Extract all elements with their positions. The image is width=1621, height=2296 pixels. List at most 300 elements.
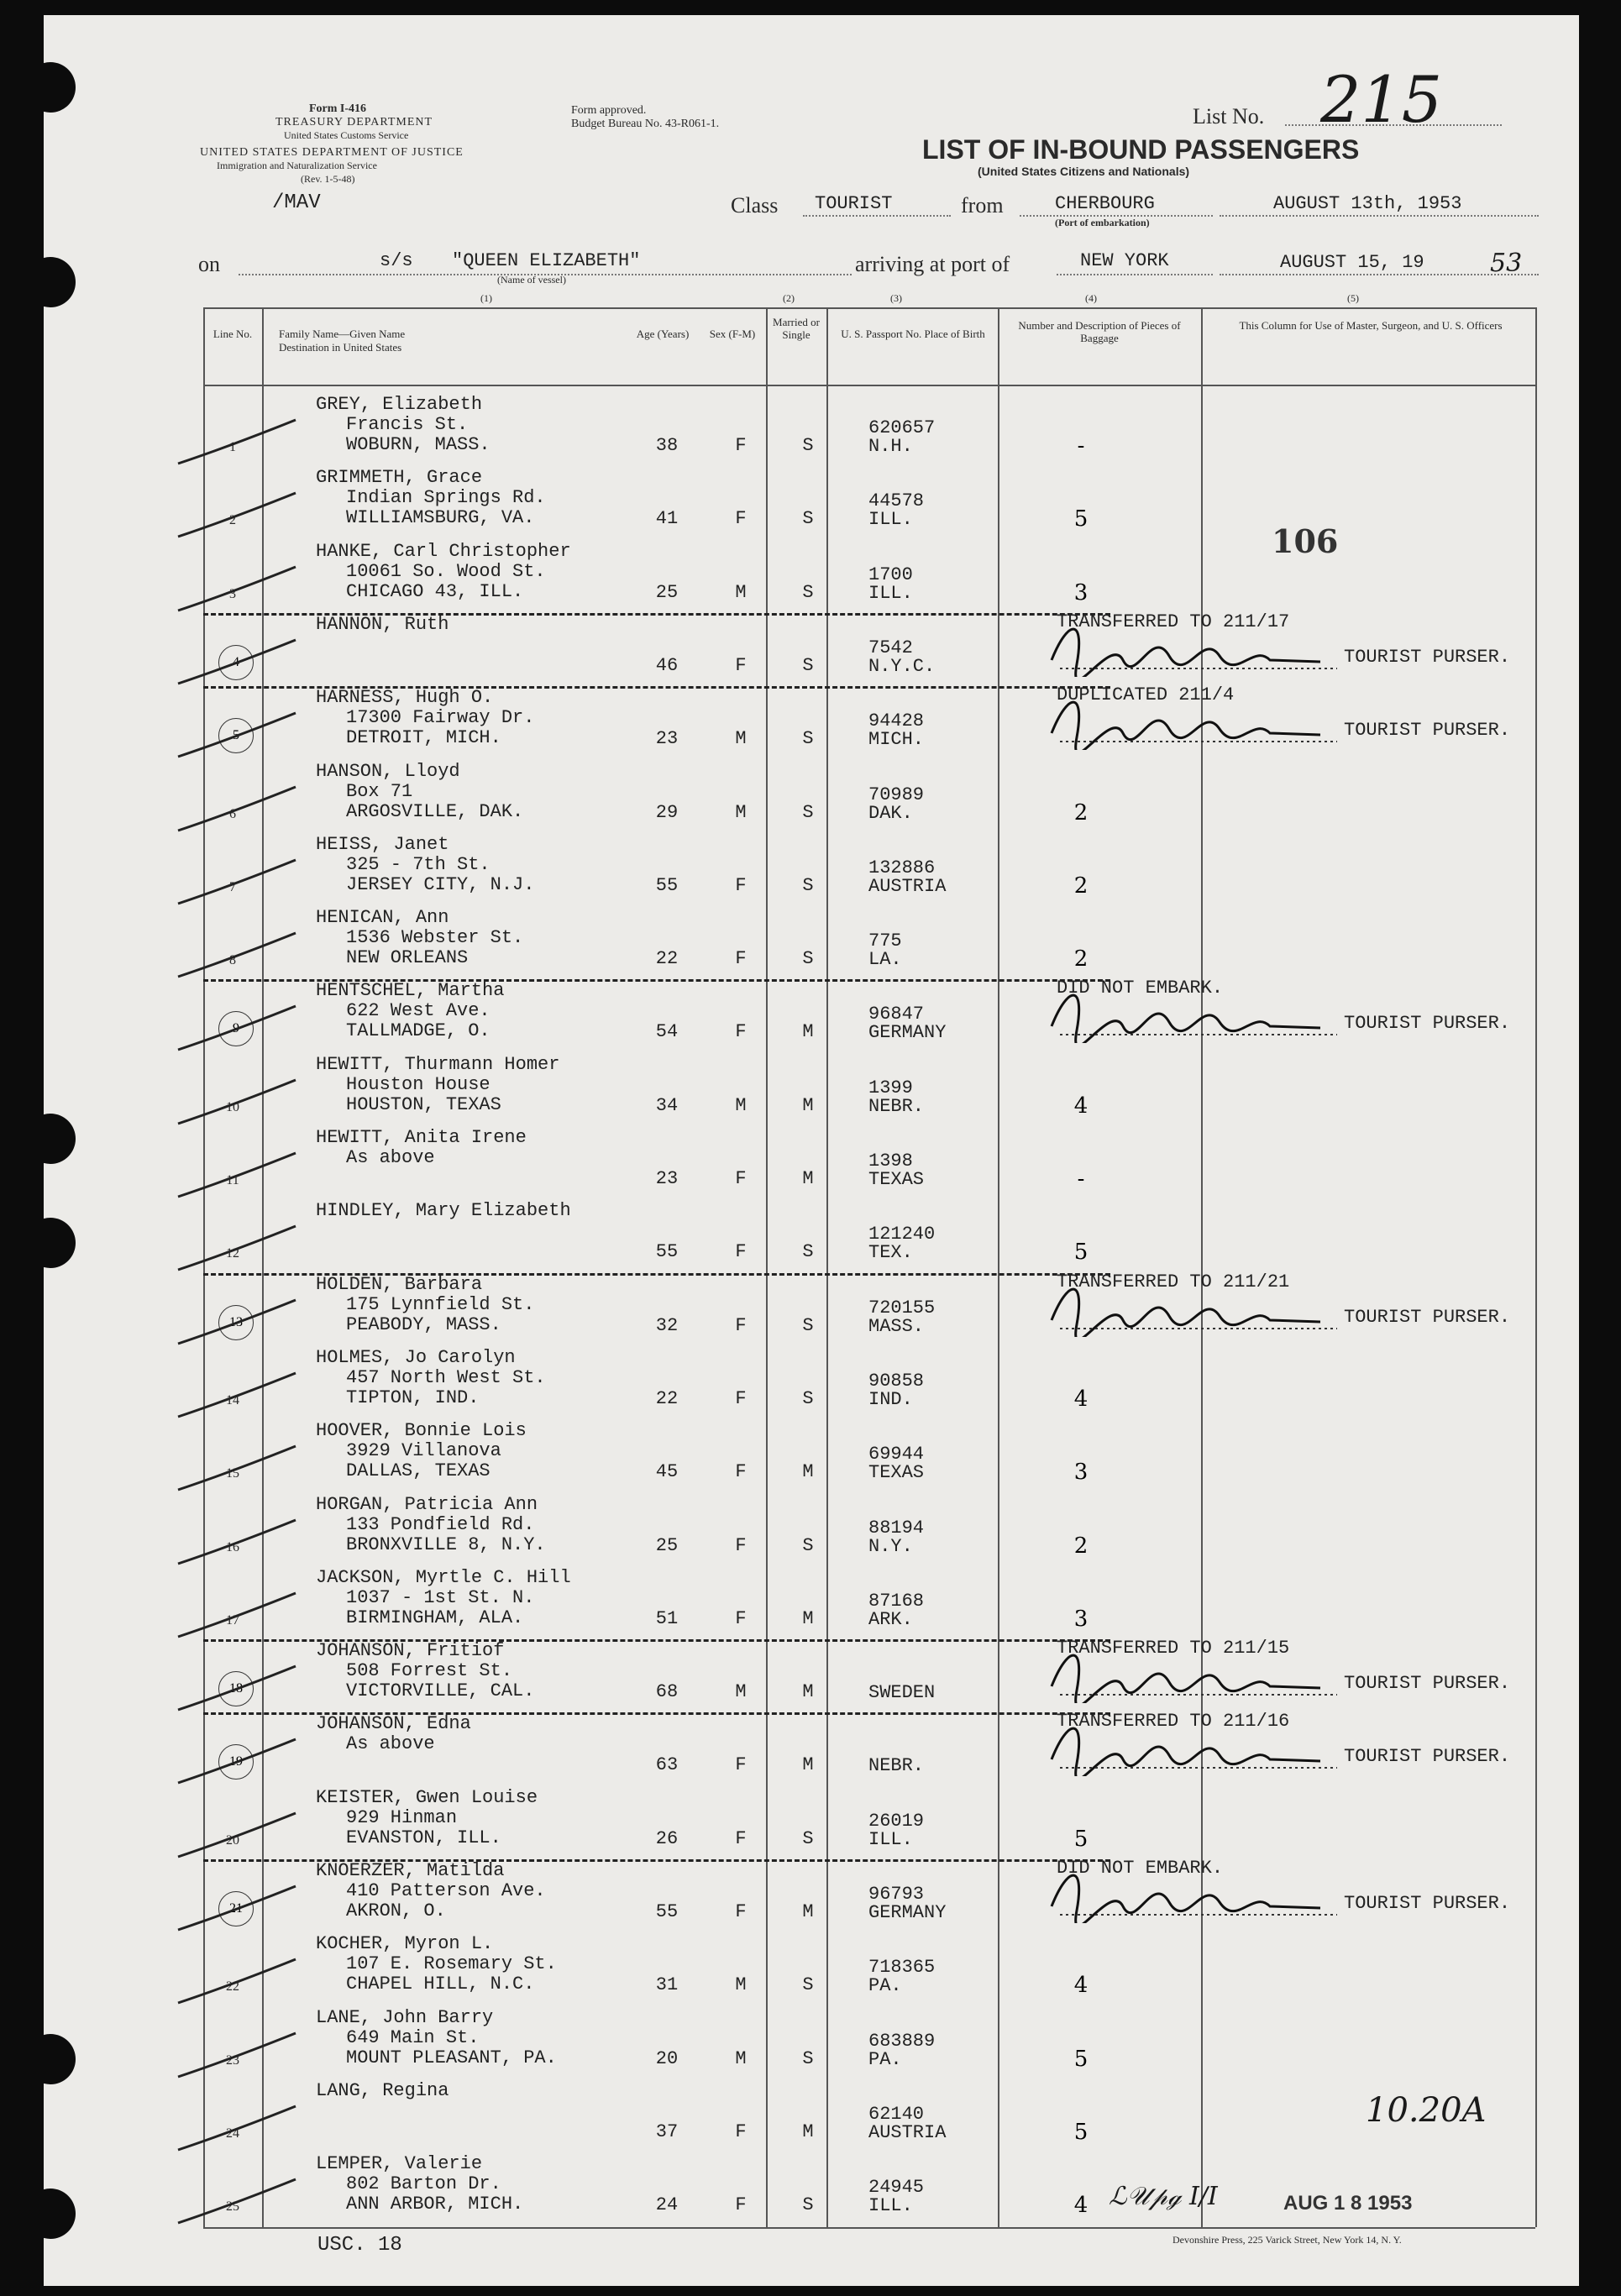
marital-status: S	[802, 581, 814, 603]
street-address: 508 Forrest St.	[346, 1660, 513, 1682]
binder-hole	[44, 1114, 76, 1164]
place-of-birth: ILL.	[868, 509, 913, 531]
age: 20	[655, 2047, 679, 2069]
col-number-2: (2)	[783, 292, 795, 304]
place-of-birth: NEBR.	[868, 1095, 925, 1117]
passport-number: 87168	[868, 1590, 925, 1612]
destination-city: DALLAS, TEXAS	[346, 1460, 490, 1482]
destination-city: HOUSTON, TEXAS	[346, 1093, 501, 1115]
marital-status: S	[802, 1387, 814, 1409]
passport-number: 620657	[868, 417, 936, 438]
passport-number: 718365	[868, 1957, 936, 1979]
destination-city: BRONXVILLE 8, N.Y.	[346, 1533, 546, 1555]
passport-number: 121240	[868, 1224, 936, 1245]
sex: M	[735, 1094, 747, 1116]
age: 68	[655, 1681, 679, 1703]
table-row	[203, 976, 1535, 1049]
passenger-name: HANSON, Lloyd	[316, 760, 460, 782]
col-header-officers: This Column for Use of Master, Surgeon, and U. S. Officers	[1239, 319, 1503, 332]
line-number: 10	[226, 1099, 239, 1114]
table-row	[203, 2076, 1535, 2149]
destination-city: VICTORVILLE, CAL.	[346, 1680, 535, 1702]
printer-credit: Devonshire Press, 225 Varick Street, New York 14, N. Y.	[1172, 2234, 1402, 2246]
street-address: 929 Hinman	[346, 1806, 458, 1828]
sex: F	[735, 435, 747, 456]
ship-name: "QUEEN ELIZABETH"	[452, 250, 641, 271]
age: 55	[655, 874, 679, 896]
destination-city: EVANSTON, ILL.	[346, 1827, 501, 1848]
passport-number: 96847	[868, 1004, 925, 1025]
passport-number: 90858	[868, 1370, 925, 1392]
marital-status: S	[802, 435, 814, 456]
table-row	[203, 1270, 1535, 1343]
passenger-name: HORGAN, Patricia Ann	[316, 1493, 538, 1515]
marital-status: S	[802, 1314, 814, 1336]
passport-number: 132886	[868, 857, 936, 878]
col-header-age: Age (Years)	[636, 328, 690, 340]
age: 63	[655, 1754, 679, 1776]
manifest-page	[44, 15, 1579, 2286]
passport-number: 94428	[868, 710, 925, 732]
passenger-name: KOCHER, Myron L.	[316, 1933, 494, 1955]
baggage-count: 5	[1073, 2046, 1089, 2072]
line-number: 2	[229, 513, 236, 528]
street-address: 325 - 7th St.	[346, 853, 490, 875]
line-number-circled: 5	[218, 718, 254, 753]
place-of-birth: N.Y.	[868, 1535, 913, 1557]
place-of-birth: TEXAS	[868, 1169, 925, 1190]
baggage-count: 3	[1073, 579, 1089, 605]
passport-number: 1398	[868, 1151, 913, 1172]
street-address: 175 Lynnfield St.	[346, 1293, 535, 1315]
table-row	[203, 757, 1535, 830]
passenger-name: JACKSON, Myrtle C. Hill	[316, 1566, 571, 1588]
street-address: 622 West Ave.	[346, 1000, 490, 1022]
passenger-name: HEISS, Janet	[316, 833, 449, 855]
place-of-birth: ILL.	[868, 1828, 913, 1850]
marital-status: M	[802, 1681, 814, 1703]
passenger-name: LANG, Regina	[316, 2079, 449, 2101]
passenger-name: HINDLEY, Mary Elizabeth	[316, 1200, 571, 1222]
passenger-name: HANKE, Carl Christopher	[316, 540, 571, 562]
line-number: 6	[229, 806, 236, 821]
table-row	[203, 1709, 1535, 1782]
place-of-birth: AUSTRIA	[868, 875, 947, 897]
passenger-name: GREY, Elizabeth	[316, 394, 483, 415]
line-number: 7	[229, 879, 236, 894]
page-title: LIST OF IN-BOUND PASSENGERS	[922, 134, 1360, 165]
sex: F	[735, 1607, 747, 1629]
baggage-count: 5	[1073, 1240, 1089, 1266]
strike-separator	[203, 613, 1110, 616]
passenger-name: LEMPER, Valerie	[316, 2153, 483, 2175]
treasury-department: TREASURY DEPARTMENT	[275, 116, 433, 128]
time-note: 10.20A	[1366, 2091, 1487, 2130]
table-row	[203, 2003, 1535, 2076]
from-label: from	[961, 193, 1004, 218]
baggage-count: -	[1077, 1166, 1085, 1192]
baggage-count: 5	[1073, 2119, 1089, 2145]
place-of-birth: ILL.	[868, 582, 913, 604]
passenger-name: HENICAN, Ann	[316, 907, 449, 929]
form-approved: Form approved.	[571, 104, 647, 117]
destination-city: BIRMINGHAM, ALA.	[346, 1607, 524, 1628]
sex: M	[735, 2047, 747, 2069]
age: 26	[655, 1827, 679, 1849]
line-number: 17	[226, 1612, 239, 1628]
sex: M	[735, 1974, 747, 1996]
sex: F	[735, 1827, 747, 1849]
place-of-birth: MASS.	[868, 1315, 925, 1337]
place-of-birth: GERMANY	[868, 1902, 947, 1923]
line-number: 15	[226, 1466, 239, 1481]
baggage-count: 4	[1073, 2193, 1089, 2219]
street-address: 1037 - 1st St. N.	[346, 1586, 535, 1608]
purser-signature-label: TOURIST PURSER.	[1344, 1746, 1511, 1768]
purser-signature-label: TOURIST PURSER.	[1344, 1306, 1511, 1328]
date-stamp: AUG 1 8 1953	[1283, 2192, 1413, 2215]
line-number: 1	[229, 440, 236, 454]
officer-note: DID NOT EMBARK.	[1057, 1858, 1224, 1879]
place-of-birth: TEX.	[868, 1242, 913, 1264]
binder-hole	[44, 257, 76, 307]
passport-number: 7542	[868, 637, 913, 658]
sex: F	[735, 1168, 747, 1189]
table-row	[203, 1856, 1535, 1929]
sex: F	[735, 1314, 747, 1336]
street-address: 133 Pondfield Rd.	[346, 1513, 535, 1535]
col-number-1: (1)	[480, 292, 492, 304]
age: 31	[655, 1974, 679, 1996]
line-number-circled: 4	[218, 645, 254, 680]
street-address: 3929 Villanova	[346, 1440, 501, 1462]
binder-hole	[44, 2189, 76, 2239]
place-of-birth: N.Y.C.	[868, 655, 936, 677]
passenger-name: LANE, John Barry	[316, 2006, 494, 2028]
handwritten-initials: ℒ𝒰𝓅ℊ 𝐼/𝐼	[1109, 2182, 1218, 2211]
ins-service: Immigration and Naturalization Service	[217, 160, 377, 171]
destination-city: TIPTON, IND.	[346, 1387, 480, 1408]
passport-number: 96793	[868, 1884, 925, 1905]
line-number: 11	[226, 1173, 239, 1187]
age: 25	[655, 1534, 679, 1556]
destination-city: JERSEY CITY, N.J.	[346, 873, 535, 895]
table-row	[203, 1563, 1535, 1636]
marital-status: S	[802, 1974, 814, 1996]
handwritten-signature	[1043, 1717, 1379, 1776]
age: 46	[655, 654, 679, 676]
age: 37	[655, 2120, 679, 2142]
place-of-birth: GERMANY	[868, 1022, 947, 1044]
col-number-3: (3)	[890, 292, 902, 304]
table-row	[203, 1050, 1535, 1123]
age: 34	[655, 1094, 679, 1116]
place-of-birth: TEXAS	[868, 1462, 925, 1484]
passenger-name: HANNON, Ruth	[316, 613, 449, 635]
sex: M	[735, 581, 747, 603]
table-row	[203, 1490, 1535, 1563]
officer-note: TRANSFERRED TO 211/15	[1057, 1638, 1290, 1659]
marital-status: S	[802, 1534, 814, 1556]
age: 45	[655, 1461, 679, 1483]
place-of-birth: DAK.	[868, 802, 913, 824]
sex: F	[735, 508, 747, 530]
line-number-circled: 13	[218, 1305, 254, 1340]
department-of-justice: UNITED STATES DEPARTMENT OF JUSTICE	[200, 146, 464, 159]
handwritten-signature	[1043, 1278, 1379, 1337]
marital-status: S	[802, 1241, 814, 1263]
footer-code: USC. 18	[317, 2234, 402, 2257]
passenger-name: KEISTER, Gwen Louise	[316, 1786, 538, 1808]
sex: F	[735, 2194, 747, 2216]
place-of-birth: AUSTRIA	[868, 2121, 947, 2143]
baggage-count: 5	[1073, 506, 1089, 532]
strike-separator	[203, 1639, 1110, 1642]
street-address: Box 71	[346, 780, 413, 802]
side-number: 106	[1272, 522, 1339, 560]
binder-hole	[44, 1218, 76, 1268]
purser-signature-label: TOURIST PURSER.	[1344, 1673, 1511, 1695]
place-of-birth: IND.	[868, 1388, 913, 1410]
col-header-destination: Destination in United States	[279, 341, 402, 354]
table-row	[203, 1783, 1535, 1856]
place-of-birth: ILL.	[868, 2195, 913, 2217]
passport-number: 88194	[868, 1517, 925, 1539]
line-number: 3	[229, 586, 236, 601]
sex: F	[735, 1534, 747, 1556]
table-top-border	[203, 307, 1535, 309]
street-address: Houston House	[346, 1073, 490, 1095]
form-number: Form I-416	[309, 102, 367, 115]
age: 32	[655, 1314, 679, 1336]
passport-number: 26019	[868, 1810, 925, 1832]
line-number: 24	[226, 2126, 239, 2141]
destination-city: CHAPEL HILL, N.C.	[346, 1974, 535, 1995]
strike-separator	[203, 1859, 1110, 1862]
handwritten-signature	[1043, 691, 1379, 750]
table-row	[203, 830, 1535, 903]
destination-city: ARGOSVILLE, DAK.	[346, 800, 524, 822]
passenger-name: HARNESS, Hugh O.	[316, 687, 494, 709]
embark-port: CHERBOURG	[1055, 193, 1155, 214]
baggage-count: -	[1077, 433, 1085, 459]
line-number-circled: 18	[218, 1671, 254, 1706]
line-number-circled: 21	[218, 1891, 254, 1926]
marital-status: S	[802, 948, 814, 970]
table-row	[203, 1416, 1535, 1489]
purser-signature-label: TOURIST PURSER.	[1344, 1013, 1511, 1035]
line-number: 23	[226, 2052, 239, 2068]
destination-city: NEW ORLEANS	[346, 947, 469, 969]
passenger-name: GRIMMETH, Grace	[316, 467, 483, 489]
sex: M	[735, 1681, 747, 1703]
destination-city: WOBURN, MASS.	[346, 434, 490, 455]
baggage-count: 2	[1073, 946, 1089, 972]
baggage-count: 4	[1073, 1386, 1089, 1412]
age: 55	[655, 1901, 679, 1922]
passenger-name: HENTSCHEL, Martha	[316, 980, 505, 1002]
purser-signature-label: TOURIST PURSER.	[1344, 1893, 1511, 1914]
sex: F	[735, 2120, 747, 2142]
marital-status: S	[802, 801, 814, 823]
line-number: 20	[226, 1832, 239, 1848]
street-address: Francis St.	[346, 414, 469, 435]
table-header-border	[203, 385, 1535, 386]
handwritten-signature	[1043, 984, 1379, 1043]
departure-date: AUGUST 13th, 1953	[1273, 193, 1462, 214]
street-address: Indian Springs Rd.	[346, 487, 546, 509]
line-number-circled: 19	[218, 1744, 254, 1780]
table-bottom-border	[203, 2227, 1535, 2229]
strike-separator	[203, 1273, 1110, 1276]
street-address: As above	[346, 1147, 435, 1168]
marital-status: M	[802, 2120, 814, 2142]
age: 29	[655, 801, 679, 823]
table-border	[1535, 307, 1537, 2227]
sex: M	[735, 728, 747, 750]
street-address: 107 E. Rosemary St.	[346, 1953, 557, 1975]
passport-number: 24945	[868, 2177, 925, 2199]
destination-city: MOUNT PLEASANT, PA.	[346, 2047, 557, 2068]
table-row	[203, 903, 1535, 976]
marital-status: S	[802, 2194, 814, 2216]
officer-note: TRANSFERRED TO 211/21	[1057, 1271, 1290, 1292]
marital-status: M	[802, 1607, 814, 1629]
passport-number: 683889	[868, 2030, 936, 2052]
officer-note: DUPLICATED 211/4	[1057, 684, 1235, 706]
line-number: 25	[226, 2199, 239, 2215]
handwritten-signature	[1043, 1864, 1379, 1923]
sex: F	[735, 1387, 747, 1409]
street-address: 649 Main St.	[346, 2026, 480, 2048]
baggage-count: 4	[1073, 1973, 1089, 1999]
marital-status: S	[802, 654, 814, 676]
sex: F	[735, 1754, 747, 1776]
destination-city: AKRON, O.	[346, 1900, 446, 1921]
age: 41	[655, 508, 679, 530]
marital-status: S	[802, 1827, 814, 1849]
line-number: 14	[226, 1392, 239, 1407]
arrival-port: NEW YORK	[1080, 250, 1169, 271]
arrival-year: 53	[1490, 249, 1523, 278]
marital-status: M	[802, 1094, 814, 1116]
list-number: 215	[1320, 62, 1443, 137]
marital-status: S	[802, 728, 814, 750]
line-number: 22	[226, 1979, 239, 1995]
destination-city: DETROIT, MICH.	[346, 727, 501, 749]
arrival-port-line	[1057, 274, 1213, 275]
strike-separator	[203, 1712, 1110, 1715]
col-header-baggage: Number and Description of Pieces of Baggage	[1018, 319, 1181, 344]
col-header-line-no: Line No.	[212, 328, 253, 340]
list-no-label: List No.	[1193, 104, 1265, 128]
sex: F	[735, 1461, 747, 1483]
passenger-name: HOLMES, Jo Carolyn	[316, 1346, 516, 1368]
class-value: TOURIST	[815, 193, 893, 214]
table-row	[203, 1123, 1535, 1196]
passport-number: 62140	[868, 2103, 925, 2125]
strike-separator	[203, 686, 1110, 689]
col-header-married: Married or Single	[773, 316, 820, 341]
officer-note: DID NOT EMBARK.	[1057, 978, 1224, 999]
passport-number: 775	[868, 930, 902, 952]
class-label: Class	[731, 193, 779, 218]
line-number-circled: 9	[218, 1011, 254, 1046]
port-embark-caption: (Port of embarkation)	[1055, 217, 1150, 228]
table-row	[203, 610, 1535, 683]
baggage-count: 2	[1073, 1533, 1089, 1559]
sex: F	[735, 654, 747, 676]
handwritten-signature	[1043, 1644, 1379, 1703]
destination-city: ANN ARBOR, MICH.	[346, 2194, 524, 2215]
age: 25	[655, 581, 679, 603]
binder-hole	[44, 62, 76, 113]
passport-number: 720155	[868, 1297, 936, 1318]
destination-city: TALLMADGE, O.	[346, 1020, 490, 1042]
arriving-label: arriving at port of	[855, 252, 1010, 276]
place-of-birth: PA.	[868, 2048, 902, 2070]
table-row	[203, 1196, 1535, 1269]
street-address: 17300 Fairway Dr.	[346, 707, 535, 729]
officer-note: TRANSFERRED TO 211/17	[1057, 611, 1290, 632]
passport-number: 70989	[868, 784, 925, 805]
vessel-caption: (Name of vessel)	[497, 274, 566, 286]
street-address: 410 Patterson Ave.	[346, 1880, 546, 1901]
table-row	[203, 390, 1535, 463]
age: 38	[655, 435, 679, 456]
sex: F	[735, 1901, 747, 1922]
sex: F	[735, 1241, 747, 1263]
marital-status: M	[802, 1461, 814, 1483]
col-header-sex: Sex (F-M)	[709, 328, 756, 340]
sex: M	[735, 801, 747, 823]
marital-status: M	[802, 1021, 814, 1043]
budget-bureau: Budget Bureau No. 43-R061-1.	[571, 118, 720, 130]
passport-number: 44578	[868, 490, 925, 512]
place-of-birth: ARK.	[868, 1608, 913, 1630]
passenger-name: HOOVER, Bonnie Lois	[316, 1420, 527, 1442]
passport-number: 1399	[868, 1077, 913, 1098]
line-number: 12	[226, 1246, 239, 1261]
street-address: 10061 So. Wood St.	[346, 560, 546, 582]
sex: F	[735, 1021, 747, 1043]
marital-status: M	[802, 1901, 814, 1922]
col-header-passport: U. S. Passport No. Place of Birth	[841, 328, 985, 340]
passenger-name: JOHANSON, Fritiof	[316, 1640, 505, 1662]
street-address: As above	[346, 1733, 435, 1755]
baggage-count: 2	[1073, 799, 1089, 826]
street-address: 1536 Webster St.	[346, 927, 524, 949]
strike-separator	[203, 979, 1110, 982]
arrival-date: AUGUST 15, 19	[1280, 252, 1424, 273]
on-label: on	[198, 252, 220, 276]
revision-date: (Rev. 1-5-48)	[301, 173, 355, 185]
street-address: 802 Barton Dr.	[346, 2173, 501, 2195]
age: 22	[655, 948, 679, 970]
marital-status: S	[802, 508, 814, 530]
baggage-count: 4	[1073, 1093, 1089, 1119]
col-number-4: (4)	[1085, 292, 1097, 304]
baggage-count: 2	[1073, 873, 1089, 899]
passenger-name: HOLDEN, Barbara	[316, 1273, 483, 1295]
sex: F	[735, 948, 747, 970]
table-row	[203, 1343, 1535, 1416]
line-number: 8	[229, 953, 236, 968]
check-mark	[178, 2173, 304, 2231]
age: 24	[655, 2194, 679, 2216]
destination-city: WILLIAMSBURG, VA.	[346, 507, 535, 529]
table-row	[203, 1636, 1535, 1709]
